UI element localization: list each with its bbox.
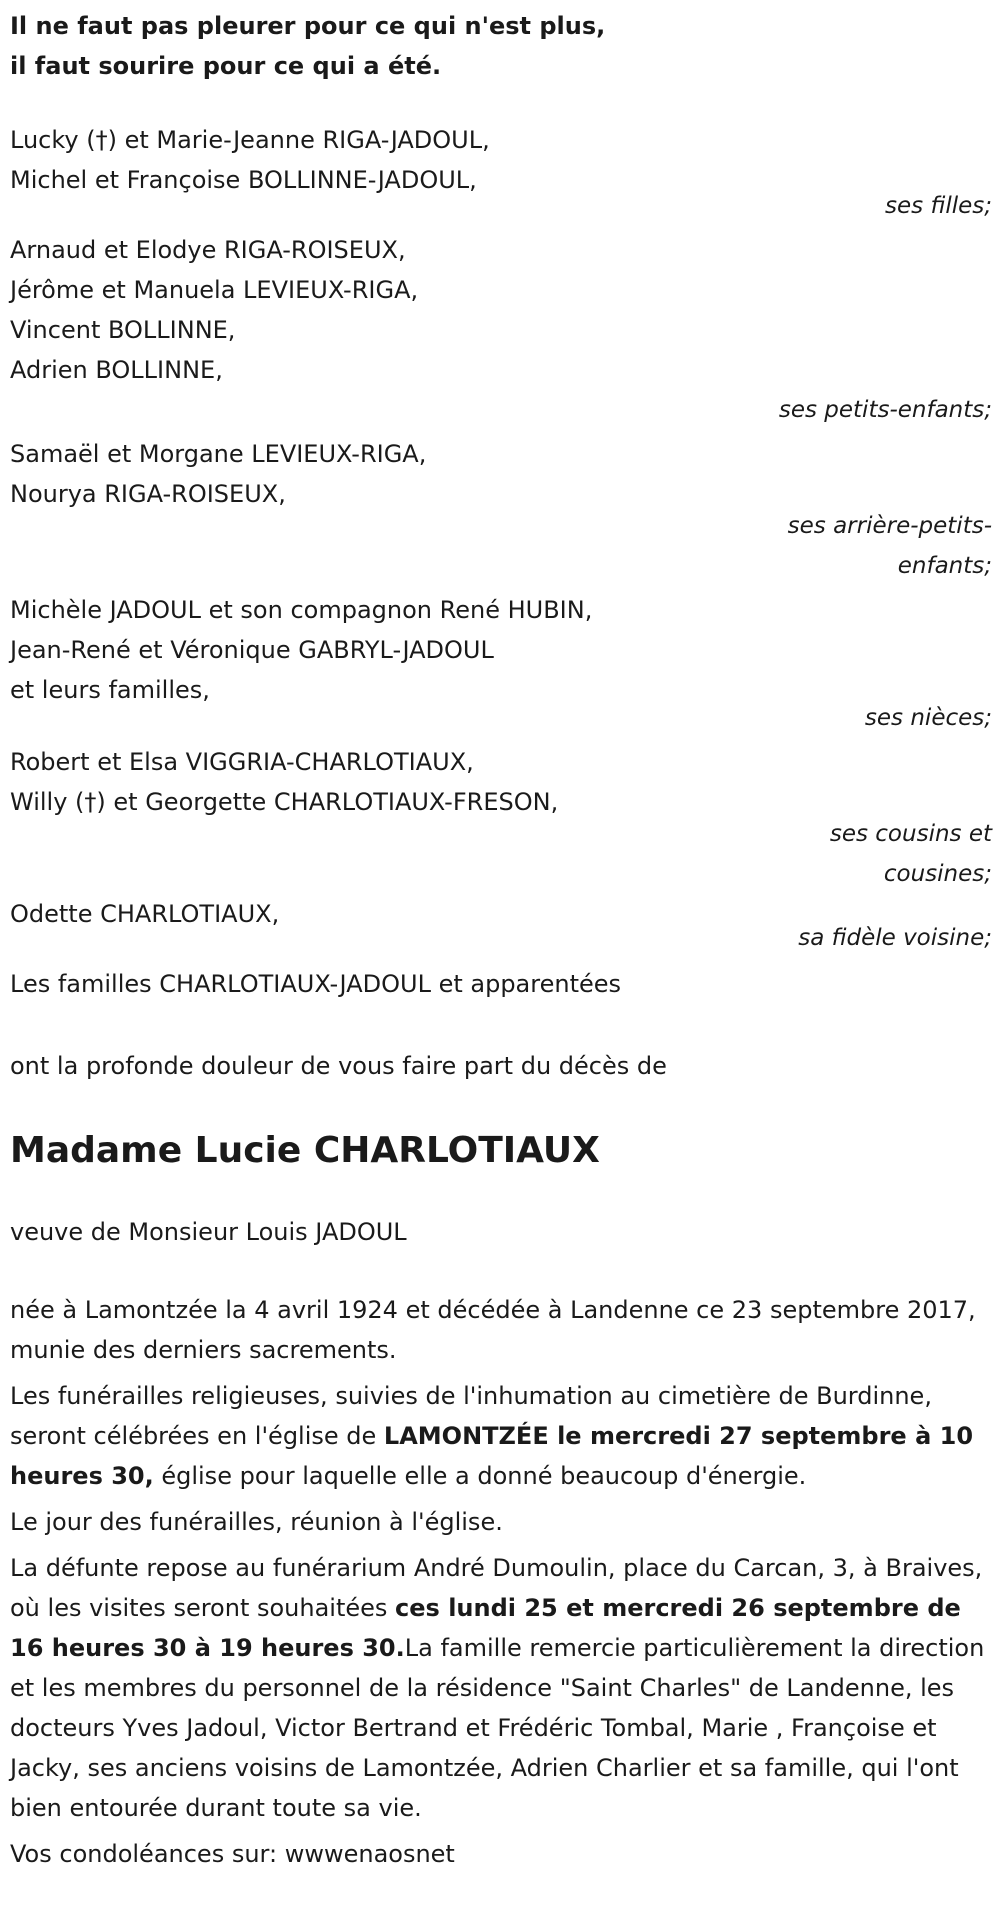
relation-label: sa fidèle voisine; bbox=[798, 925, 992, 951]
family-name: Jean-René et Véronique GABRYL-JADOUL bbox=[10, 636, 494, 664]
quote-line-1: Il ne faut pas pleurer pour ce qui n'est plus, bbox=[10, 12, 606, 40]
family-group-nieces bbox=[10, 590, 992, 738]
other-families: Les familles CHARLOTIAUX-JADOUL et apparentées bbox=[10, 970, 622, 998]
family-name: Jérôme et Manuela LEVIEUX-RIGA, bbox=[10, 276, 419, 304]
visitation-dates-bold: ces lundi 25 et mercredi 26 septembre de 16 heures 30 à 19 heures 30. bbox=[10, 1594, 961, 1662]
family-name: et leurs familles, bbox=[10, 676, 210, 704]
quote-line-2: il faut sourire pour ce qui a été. bbox=[10, 52, 442, 80]
deceased-name: Madame Lucie CHARLOTIAUX bbox=[10, 1130, 600, 1171]
rest-text-before: La défunte repose au funérarium André Dumoulin, place du Carcan, 3, à Braives, où les visites seront souhaitées bbox=[10, 1554, 983, 1622]
obituary-page bbox=[10, 0, 992, 1874]
meeting-text: Le jour des funérailles, réunion à l'église. bbox=[10, 1508, 503, 1536]
family-group-grandchildren bbox=[10, 230, 992, 430]
visitation-paragraph bbox=[10, 1548, 992, 1828]
relation-label: ses nièces; bbox=[864, 705, 992, 731]
birth-death-text: née à Lamontzée la 4 avril 1924 et décédée à Landenne ce 23 septembre 2017, munie des derniers sacrements. bbox=[10, 1296, 976, 1364]
family-group-neighbour bbox=[10, 894, 992, 958]
family-group-daughters bbox=[10, 120, 992, 226]
family-name: Lucky (†) et Marie-Jeanne RIGA-JADOUL, bbox=[10, 126, 490, 154]
family-name: Robert et Elsa VIGGRIA-CHARLOTIAUX, bbox=[10, 748, 474, 776]
widow-of: veuve de Monsieur Louis JADOUL bbox=[10, 1218, 407, 1246]
family-name: Arnaud et Elodye RIGA-ROISEUX, bbox=[10, 236, 406, 264]
family-name: Adrien BOLLINNE, bbox=[10, 356, 223, 384]
family-name: Samaël et Morgane LEVIEUX-RIGA, bbox=[10, 440, 427, 468]
quote bbox=[10, 6, 992, 86]
family-group-cousins bbox=[10, 742, 992, 894]
funeral-date-bold: LAMONTZÉE le mercredi 27 septembre à 10 heures 30, bbox=[10, 1422, 974, 1490]
funeral-text-after: église pour laquelle elle a donné beaucoup d'énergie. bbox=[153, 1462, 807, 1490]
funeral-text-before: Les funérailles religieuses, suivies de l'inhumation au cimetière de Burdinne, seront célébrées en l'église de bbox=[10, 1382, 932, 1450]
announcement-text: ont la profonde douleur de vous faire part du décès de bbox=[10, 1052, 667, 1080]
family-name: Odette CHARLOTIAUX, bbox=[10, 900, 280, 928]
relation-label: ses petits-enfants; bbox=[778, 397, 992, 423]
family-name: Willy (†) et Georgette CHARLOTIAUX-FRESON, bbox=[10, 788, 559, 816]
family-name: Vincent BOLLINNE, bbox=[10, 316, 236, 344]
rest-text-after: La famille remercie particulièrement la direction et les membres du personnel de la résidence "Saint Charles" de Landenne, les docteurs Yves Jadoul, Victor Bertrand et Frédéric Tombal, Marie , Françoise et Jacky, ses anciens voisins de Lamontzée, Adrien Charlier et sa famille, qui l'ont bien entourée durant toute sa vie. bbox=[10, 1634, 985, 1822]
family-name: Michèle JADOUL et son compagnon René HUBIN, bbox=[10, 596, 593, 624]
condolences-text: Vos condoléances sur: wwwenaosnet bbox=[10, 1840, 455, 1868]
family-name: Nourya RIGA-ROISEUX, bbox=[10, 480, 286, 508]
funeral-paragraph bbox=[10, 1376, 992, 1496]
family-name: Michel et Françoise BOLLINNE-JADOUL, bbox=[10, 166, 477, 194]
family-group-great-grandchildren bbox=[10, 434, 992, 586]
relation-label: ses arrière-petits-enfants; bbox=[787, 513, 992, 579]
relation-label: ses filles; bbox=[885, 193, 992, 219]
relation-label: ses cousins et cousines; bbox=[829, 821, 992, 887]
